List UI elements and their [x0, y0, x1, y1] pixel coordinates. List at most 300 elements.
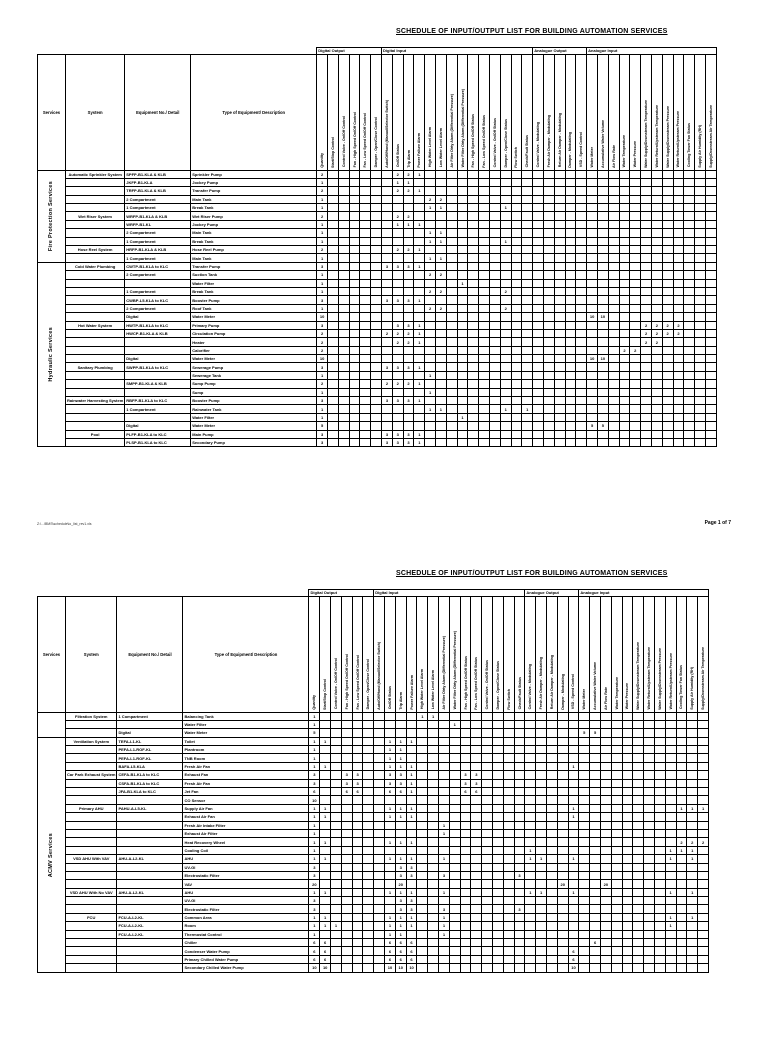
page-number: Page 1 of 7 — [704, 520, 731, 526]
io-value-cell — [341, 796, 352, 804]
io-value-cell: 6 — [406, 947, 417, 955]
column-header-services: Services — [38, 54, 66, 170]
io-value-cell — [414, 313, 425, 321]
io-value-cell — [698, 955, 709, 963]
io-value-cell — [490, 170, 501, 178]
io-value-cell: 1 — [665, 913, 676, 921]
io-value-cell: 1 — [309, 804, 320, 812]
io-column-header — [425, 54, 436, 170]
io-value-cell — [417, 771, 428, 779]
io-value-cell — [651, 413, 662, 421]
system-cell: VSD AHU With VAV — [66, 855, 117, 863]
io-value-cell — [522, 246, 533, 254]
io-value-cell — [630, 388, 641, 396]
io-value-cell — [385, 897, 396, 905]
io-value-cell — [514, 947, 525, 955]
io-value-cell — [568, 880, 579, 888]
io-value-cell — [439, 846, 450, 854]
equipment-cell: AHU-A-L2-KL — [117, 888, 183, 896]
io-value-cell — [547, 930, 558, 938]
io-value-cell — [500, 229, 511, 237]
io-value-cell: 1 — [385, 888, 396, 896]
io-value-cell — [698, 788, 709, 796]
io-value-cell — [619, 212, 630, 220]
io-value-cell — [490, 321, 501, 329]
io-value-cell — [673, 380, 684, 388]
io-value-cell — [493, 762, 504, 770]
io-value-cell — [695, 355, 706, 363]
io-value-cell — [460, 930, 471, 938]
io-value-cell — [490, 271, 501, 279]
io-value-cell: 1 — [525, 888, 536, 896]
io-value-cell: 6 — [460, 788, 471, 796]
system-cell — [66, 821, 117, 829]
io-value-cell — [676, 913, 687, 921]
io-value-cell — [641, 413, 652, 421]
io-value-cell — [328, 313, 339, 321]
io-value-cell — [633, 939, 644, 947]
io-value-cell — [565, 271, 576, 279]
io-value-cell — [543, 397, 554, 405]
io-value-cell — [547, 846, 558, 854]
system-cell — [66, 880, 117, 888]
io-value-cell — [608, 229, 619, 237]
io-column-header — [565, 54, 576, 170]
io-value-cell — [349, 229, 360, 237]
io-value-cell — [630, 237, 641, 245]
equipment-cell: HRFP-B1-KLA & KLB — [125, 246, 191, 254]
io-value-cell — [428, 771, 439, 779]
io-value-cell: 5 — [597, 422, 608, 430]
io-value-cell — [533, 346, 544, 354]
io-value-cell: 2 — [436, 304, 447, 312]
io-value-cell — [695, 279, 706, 287]
io-value-cell — [514, 779, 525, 787]
io-value-cell — [363, 955, 374, 963]
io-value-cell — [446, 187, 457, 195]
table-row — [38, 771, 709, 779]
io-value-cell — [597, 220, 608, 228]
io-value-cell: 5 — [317, 422, 328, 430]
io-value-cell — [403, 279, 414, 287]
io-value-cell — [371, 212, 382, 220]
io-value-cell — [439, 771, 450, 779]
io-value-cell — [698, 720, 709, 728]
io-value-cell — [705, 338, 716, 346]
io-value-cell — [533, 439, 544, 447]
io-value-cell — [479, 204, 490, 212]
io-column-header — [490, 54, 501, 170]
io-value-cell — [698, 746, 709, 754]
io-value-cell — [374, 947, 385, 955]
column-header-row — [38, 596, 709, 712]
io-value-cell — [403, 195, 414, 203]
table-row — [38, 271, 717, 279]
io-value-cell — [644, 729, 655, 737]
io-value-cell — [468, 405, 479, 413]
io-value-cell — [320, 729, 331, 737]
io-value-cell — [392, 237, 403, 245]
io-value-cell: 1 — [309, 720, 320, 728]
type-cell: Main Tank — [191, 195, 317, 203]
io-value-cell — [654, 796, 665, 804]
io-value-cell — [576, 271, 587, 279]
io-value-cell — [428, 846, 439, 854]
io-value-cell — [511, 321, 522, 329]
system-cell — [66, 838, 117, 846]
io-value-cell — [449, 821, 460, 829]
io-value-cell — [547, 779, 558, 787]
io-value-cell — [428, 720, 439, 728]
io-value-cell — [406, 720, 417, 728]
io-value-cell — [374, 964, 385, 972]
io-value-cell — [630, 220, 641, 228]
equipment-cell: 2 Compartment — [125, 229, 191, 237]
io-value-cell — [363, 838, 374, 846]
io-value-cell — [471, 871, 482, 879]
io-value-cell — [331, 754, 342, 762]
io-value-cell — [576, 439, 587, 447]
io-column-header — [374, 596, 385, 712]
io-value-cell — [479, 363, 490, 371]
io-value-cell — [644, 779, 655, 787]
io-value-cell — [579, 939, 590, 947]
io-value-cell — [414, 271, 425, 279]
io-value-cell — [457, 212, 468, 220]
io-value-cell — [425, 279, 436, 287]
io-value-cell: 6 — [385, 788, 396, 796]
io-value-cell — [522, 430, 533, 438]
io-value-cell — [403, 422, 414, 430]
io-value-cell — [665, 905, 676, 913]
io-value-cell — [590, 930, 601, 938]
io-value-cell: 6 — [385, 947, 396, 955]
io-value-cell — [371, 338, 382, 346]
equipment-cell: PLFP-B1-KLA to KLC — [125, 430, 191, 438]
io-value-cell: 1 — [536, 855, 547, 863]
io-value-cell — [371, 279, 382, 287]
io-value-cell — [654, 779, 665, 787]
io-value-cell: 3 — [392, 296, 403, 304]
io-value-cell — [641, 388, 652, 396]
io-value-cell — [579, 922, 590, 930]
io-value-cell — [338, 212, 349, 220]
io-column-header — [633, 596, 644, 712]
io-value-cell — [576, 204, 587, 212]
io-value-cell — [457, 220, 468, 228]
equipment-cell — [117, 897, 183, 905]
io-value-cell — [338, 321, 349, 329]
io-value-cell — [439, 955, 450, 963]
io-value-cell — [695, 229, 706, 237]
io-value-cell — [490, 371, 501, 379]
io-value-cell — [331, 846, 342, 854]
io-value-cell: 1 — [317, 254, 328, 262]
io-column-label: Power Failure Alarm — [409, 674, 414, 710]
io-value-cell — [328, 296, 339, 304]
io-value-cell: 1 — [449, 720, 460, 728]
io-value-cell: 2 — [403, 246, 414, 254]
io-value-cell — [482, 863, 493, 871]
io-value-cell — [673, 212, 684, 220]
io-value-cell — [500, 246, 511, 254]
io-value-cell — [338, 304, 349, 312]
io-value-cell — [449, 762, 460, 770]
io-value-cell — [579, 871, 590, 879]
io-value-cell: 10 — [587, 313, 598, 321]
io-value-cell — [622, 762, 633, 770]
io-value-cell — [576, 321, 587, 329]
io-value-cell — [392, 371, 403, 379]
io-value-cell — [611, 729, 622, 737]
io-value-cell — [547, 829, 558, 837]
io-value-cell — [392, 271, 403, 279]
io-value-cell — [490, 287, 501, 295]
io-value-cell — [514, 897, 525, 905]
equipment-cell — [117, 829, 183, 837]
io-value-cell — [608, 220, 619, 228]
io-value-cell — [406, 796, 417, 804]
io-value-cell — [331, 855, 342, 863]
equipment-cell — [117, 880, 183, 888]
io-value-cell — [676, 939, 687, 947]
io-value-cell — [576, 195, 587, 203]
io-value-cell — [622, 838, 633, 846]
io-value-cell — [608, 204, 619, 212]
io-value-cell: 3 — [460, 771, 471, 779]
io-value-cell — [641, 195, 652, 203]
io-value-cell — [428, 863, 439, 871]
io-value-cell — [439, 897, 450, 905]
io-value-cell — [385, 829, 396, 837]
io-value-cell — [695, 254, 706, 262]
io-value-cell — [619, 405, 630, 413]
io-value-cell: 1 — [414, 380, 425, 388]
io-value-cell — [622, 779, 633, 787]
io-value-cell — [349, 413, 360, 421]
io-column-header — [417, 596, 428, 712]
io-value-cell: 2 — [317, 338, 328, 346]
io-value-cell — [460, 796, 471, 804]
io-value-cell — [687, 955, 698, 963]
io-value-cell — [557, 897, 568, 905]
io-value-cell — [341, 939, 352, 947]
io-value-cell — [665, 754, 676, 762]
io-value-cell — [590, 796, 601, 804]
equipment-cell: SMPP-B1-KLA & KLB — [125, 380, 191, 388]
io-value-cell — [371, 422, 382, 430]
io-value-cell — [651, 304, 662, 312]
io-value-cell — [371, 204, 382, 212]
io-value-cell — [665, 964, 676, 972]
io-value-cell — [611, 855, 622, 863]
io-value-cell — [338, 371, 349, 379]
io-value-cell — [600, 930, 611, 938]
io-value-cell — [417, 955, 428, 963]
io-value-cell — [460, 913, 471, 921]
io-value-cell — [511, 422, 522, 430]
io-column-label: Power Failure Alarm — [417, 132, 422, 168]
io-value-cell — [338, 237, 349, 245]
io-value-cell — [503, 712, 514, 720]
io-value-cell — [557, 754, 568, 762]
io-value-cell — [428, 871, 439, 879]
io-value-cell — [511, 262, 522, 270]
io-value-cell — [468, 212, 479, 220]
io-value-cell — [543, 304, 554, 312]
io-value-cell — [449, 939, 460, 947]
io-value-cell — [446, 195, 457, 203]
table-row — [38, 246, 717, 254]
io-value-cell: 1 — [320, 913, 331, 921]
io-value-cell — [522, 422, 533, 430]
io-value-cell: 3 — [395, 905, 406, 913]
io-value-cell — [630, 296, 641, 304]
io-value-cell — [662, 355, 673, 363]
io-value-cell — [611, 913, 622, 921]
io-column-label: Water Return/Upstream Pressure — [676, 111, 681, 168]
io-value-cell — [406, 829, 417, 837]
io-value-cell — [673, 430, 684, 438]
io-value-cell: 10 — [309, 796, 320, 804]
io-value-cell — [468, 220, 479, 228]
io-value-cell — [468, 304, 479, 312]
io-value-cell — [633, 771, 644, 779]
io-value-cell — [320, 871, 331, 879]
io-value-cell — [363, 821, 374, 829]
io-value-cell — [651, 254, 662, 262]
io-value-cell — [460, 729, 471, 737]
io-value-cell — [651, 187, 662, 195]
io-column-header — [576, 54, 587, 170]
io-value-cell — [392, 287, 403, 295]
io-value-cell — [608, 170, 619, 178]
io-value-cell — [554, 254, 565, 262]
io-value-cell — [449, 737, 460, 745]
io-value-cell — [338, 422, 349, 430]
io-value-cell — [500, 254, 511, 262]
io-value-cell — [619, 380, 630, 388]
io-value-cell — [414, 195, 425, 203]
io-value-cell — [695, 321, 706, 329]
io-column-label: Water Meter — [590, 147, 595, 168]
io-column-label: Auto/Off/Hand (Manual/Selector Switch) — [377, 641, 382, 710]
io-value-cell — [547, 955, 558, 963]
io-value-cell — [687, 712, 698, 720]
io-value-cell — [695, 262, 706, 270]
io-value-cell: 1 — [439, 888, 450, 896]
table-row — [38, 355, 717, 363]
io-value-cell — [654, 888, 665, 896]
io-value-cell — [622, 813, 633, 821]
io-value-cell — [482, 746, 493, 754]
io-value-cell — [684, 204, 695, 212]
io-value-cell — [382, 170, 393, 178]
io-value-cell — [611, 796, 622, 804]
io-value-cell — [633, 813, 644, 821]
io-value-cell — [641, 422, 652, 430]
io-value-cell — [371, 405, 382, 413]
io-value-cell — [557, 905, 568, 913]
io-value-cell — [331, 762, 342, 770]
io-value-cell — [500, 195, 511, 203]
io-value-cell — [360, 439, 371, 447]
io-value-cell — [554, 304, 565, 312]
io-value-cell: 3 — [403, 430, 414, 438]
io-value-cell — [403, 405, 414, 413]
io-value-cell — [460, 813, 471, 821]
io-value-cell — [490, 262, 501, 270]
io-value-cell — [587, 170, 598, 178]
io-value-cell — [436, 422, 447, 430]
io-value-cell: 6 — [395, 788, 406, 796]
io-value-cell — [511, 195, 522, 203]
io-value-cell: 1 — [309, 846, 320, 854]
io-value-cell: 1 — [317, 388, 328, 396]
io-value-cell — [338, 246, 349, 254]
io-value-cell — [349, 178, 360, 186]
io-value-cell — [698, 729, 709, 737]
io-value-cell: 10 — [317, 313, 328, 321]
io-value-cell — [493, 838, 504, 846]
io-value-cell — [568, 729, 579, 737]
io-value-cell — [382, 321, 393, 329]
io-value-cell — [446, 254, 457, 262]
io-value-cell — [554, 237, 565, 245]
equipment-cell: 1 Compartment — [125, 405, 191, 413]
io-column-header — [460, 596, 471, 712]
io-value-cell — [428, 905, 439, 913]
io-value-cell — [557, 788, 568, 796]
page-2 — [0, 542, 768, 1054]
io-value-cell — [611, 964, 622, 972]
system-cell: Ventilation System — [66, 737, 117, 745]
type-cell: Main Tank — [191, 229, 317, 237]
io-value-cell — [554, 212, 565, 220]
io-value-cell: 3 — [514, 871, 525, 879]
io-value-cell — [630, 187, 641, 195]
io-value-cell — [619, 321, 630, 329]
io-value-cell — [328, 329, 339, 337]
io-value-cell — [533, 262, 544, 270]
io-value-cell — [363, 880, 374, 888]
io-value-cell — [644, 829, 655, 837]
io-value-cell — [382, 422, 393, 430]
io-value-cell — [371, 287, 382, 295]
io-value-cell — [587, 380, 598, 388]
io-value-cell — [482, 821, 493, 829]
io-value-cell — [705, 380, 716, 388]
io-value-cell — [644, 880, 655, 888]
type-cell: Break Tank — [191, 204, 317, 212]
io-value-cell — [705, 355, 716, 363]
io-value-cell — [338, 363, 349, 371]
column-group-label: Analogue Output — [525, 590, 579, 597]
io-value-cell — [568, 939, 579, 947]
io-value-cell — [371, 262, 382, 270]
io-value-cell — [630, 355, 641, 363]
io-value-cell — [665, 930, 676, 938]
io-column-header — [641, 54, 652, 170]
io-value-cell — [349, 287, 360, 295]
io-value-cell — [698, 813, 709, 821]
io-value-cell — [490, 229, 501, 237]
io-value-cell — [608, 237, 619, 245]
io-value-cell — [446, 237, 457, 245]
io-value-cell — [482, 955, 493, 963]
io-value-cell — [576, 254, 587, 262]
equipment-cell: BAFA-L5-KLA — [117, 762, 183, 770]
